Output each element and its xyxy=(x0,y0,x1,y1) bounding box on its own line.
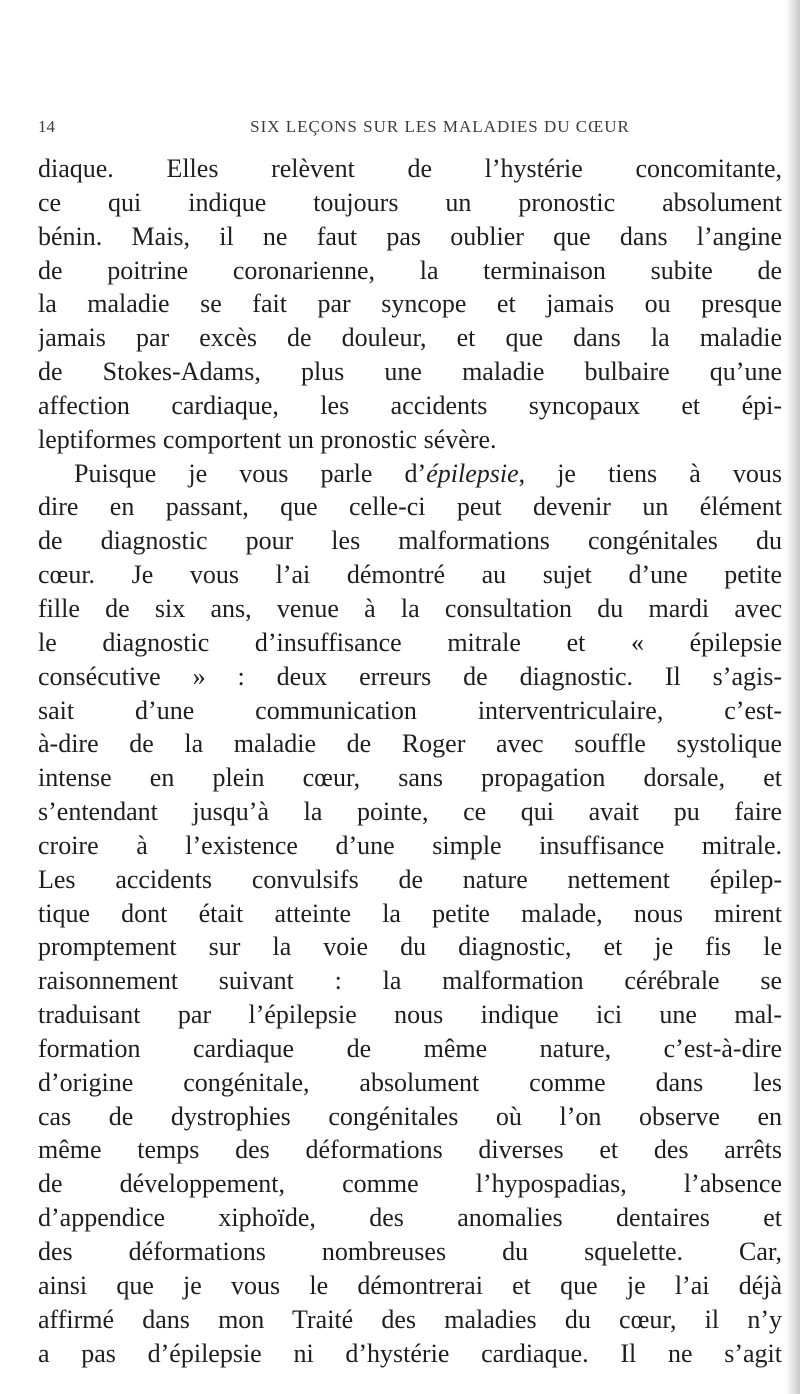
text-line: Les accidents convulsifs de nature nettement épilep- xyxy=(38,864,782,894)
text-line: de poitrine coronarienne, la terminaison subite de xyxy=(38,255,782,285)
text-line: sait d’une communication interventriculaire, c’est- xyxy=(38,695,782,725)
text-line: jamais par excès de douleur, et que dans la maladie xyxy=(38,323,782,353)
text-line: ainsi que je vous le démontrerai et que je l’ai déjà xyxy=(38,1270,782,1300)
text-line: intense en plein cœur, sans propagation dorsale, et xyxy=(38,763,782,793)
running-header: SIX LEÇONS SUR LES MALADIES DU CŒUR xyxy=(250,117,630,136)
text-line: affirmé dans mon Traité des maladies du cœur, il n’y xyxy=(38,1304,782,1334)
text-line: dire en passant, que celle-ci peut devenir un élément xyxy=(38,492,782,522)
text-line: fille de six ans, venue à la consultation du mardi avec xyxy=(38,593,782,623)
text-line: promptement sur la voie du diagnostic, et je fis le xyxy=(38,932,782,962)
text-line: d’origine congénitale, absolument comme dans les xyxy=(38,1067,782,1097)
text-line: ce qui indique toujours un pronostic absolument xyxy=(38,187,782,217)
text-line: d’appendice xiphoïde, des anomalies dentaires et xyxy=(38,1203,782,1233)
text-line: de diagnostic pour les malformations congénitales du xyxy=(38,526,782,556)
page-edge-shadow xyxy=(786,0,800,1394)
text-line: raisonnement suivant : la malformation cérébrale se xyxy=(38,966,782,996)
page-number: 14 xyxy=(38,117,55,136)
text-line: croire à l’existence d’une simple insuffisance mitrale. xyxy=(38,830,782,860)
text-line: cœur. Je vous l’ai démontré au sujet d’une petite xyxy=(38,560,782,590)
text-line: bénin. Mais, il ne faut pas oublier que dans l’angine xyxy=(38,221,782,251)
text-line: de Stokes-Adams, plus une maladie bulbaire qu’une xyxy=(38,357,782,387)
text-line: de développement, comme l’hypospadias, l’absence xyxy=(38,1169,782,1199)
text-line: la maladie se fait par syncope et jamais ou presque xyxy=(38,289,782,319)
text-line: consécutive » : deux erreurs de diagnostic. Il s’agis- xyxy=(38,661,782,691)
text-line: même temps des déformations diverses et des arrêts xyxy=(38,1135,782,1165)
text-line: tique dont était atteinte la petite malade, nous mirent xyxy=(38,898,782,928)
paragraph-start-line xyxy=(38,457,782,491)
line-prefix: Puisque je vous parle d’ xyxy=(74,458,427,488)
text-line: formation cardiaque de même nature, c’est-à-dire xyxy=(38,1033,782,1063)
text-line: des déformations nombreuses du squelette. Car, xyxy=(38,1237,782,1266)
text-line: à-dire de la maladie de Roger avec souffle systolique xyxy=(38,729,782,759)
text-line: a pas d’épilepsie ni d’hystérie cardiaque. Il ne s’agit xyxy=(38,1338,782,1368)
text-line: le diagnostic d’insuffisance mitrale et « épilepsie xyxy=(38,627,782,657)
text-line: diaque. Elles relèvent de l’hystérie concomitante, xyxy=(38,154,782,183)
text-line: s’entendant jusqu’à la pointe, ce qui avait pu faire xyxy=(38,797,782,827)
text-line: traduisant par l’épilepsie nous indique ici une mal- xyxy=(38,1000,782,1030)
body-text xyxy=(38,152,782,1370)
italic-term: épilepsie xyxy=(426,458,519,488)
line-suffix: , je tiens à vous xyxy=(518,458,782,488)
text-line: affection cardiaque, les accidents syncopaux et épi- xyxy=(38,390,782,420)
text-line: cas de dystrophies congénitales où l’on observe en xyxy=(38,1101,782,1131)
text-line: leptiformes comportent un pronostic sévère. xyxy=(38,424,497,454)
